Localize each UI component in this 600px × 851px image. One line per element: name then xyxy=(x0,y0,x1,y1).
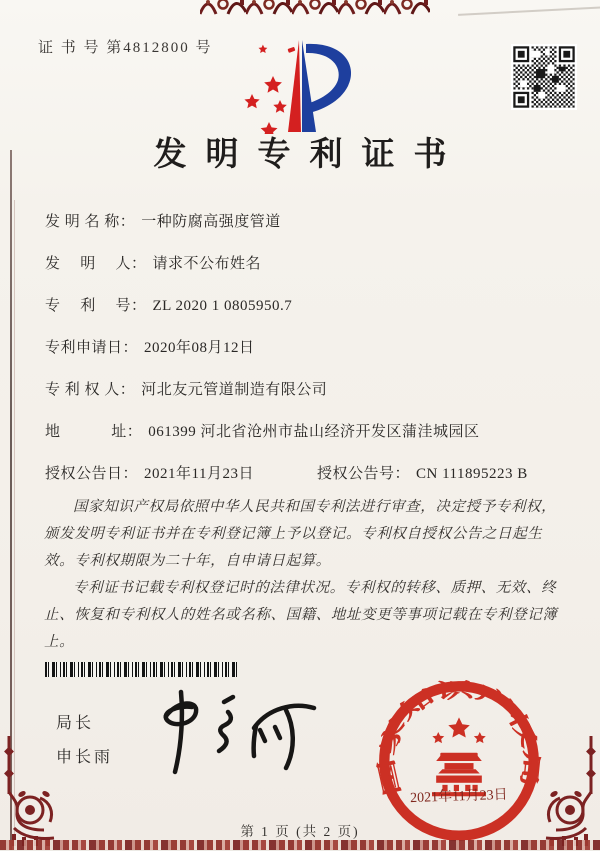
field-grant-row xyxy=(45,463,575,486)
top-border-ornament xyxy=(200,0,430,15)
field-label: 专 利 权 人： xyxy=(45,382,136,398)
qr-code-icon xyxy=(511,44,577,110)
field-grant-number xyxy=(317,463,528,486)
field-address xyxy=(45,421,575,444)
field-label: 发 明 名 称： xyxy=(45,214,136,230)
certificate-title: 发明专利证书 xyxy=(153,137,466,173)
bottom-left-ornament xyxy=(0,736,62,846)
field-value: CN 111895223 B xyxy=(416,466,528,482)
cnipa-logo-icon xyxy=(236,38,368,134)
certificate-number: 证 书 号 第4812800 号 xyxy=(38,40,213,56)
seal-arc-text: 国家知识产权局 xyxy=(376,680,542,798)
signer-role: 局长 xyxy=(56,715,95,732)
field-value: 请求不公布姓名 xyxy=(152,256,262,272)
field-patentee xyxy=(45,379,575,402)
statutory-paragraph-2: 专利证书记载专利权登记时的法律状况。专利权的转移、质押、无效、终止、恢复和专利权人的姓名或名称、国籍、地址变更等事项记载在专利登记簿上。 xyxy=(44,580,558,650)
field-patent-number xyxy=(45,295,575,318)
photo-fold-line xyxy=(458,6,600,16)
field-filing-date xyxy=(45,337,575,360)
statutory-text xyxy=(44,494,566,656)
field-value: 一种防腐高强度管道 xyxy=(141,214,281,230)
field-value: 061399 河北省沧州市盐山经济开发区蒲洼城园区 xyxy=(148,424,480,440)
handwritten-signature-icon xyxy=(128,686,340,782)
field-label: 授权公告号： xyxy=(317,466,411,482)
field-list xyxy=(45,211,575,486)
field-label: 地 址： xyxy=(45,424,143,440)
top-ornament-pattern xyxy=(200,0,430,15)
field-label: 授权公告日： xyxy=(45,466,139,482)
bottom-border-stripe xyxy=(0,840,600,850)
barcode-icon xyxy=(45,662,237,677)
field-value: ZL 2020 1 0805950.7 xyxy=(152,298,293,314)
signer-name: 申长雨 xyxy=(56,749,114,766)
field-value: 2021年11月23日 xyxy=(144,466,254,482)
field-value: 2020年08月12日 xyxy=(144,340,255,356)
field-grant-date xyxy=(45,463,317,486)
page-number: 第 1 页 (共 2 页) xyxy=(240,824,360,839)
bottom-right-ornament xyxy=(538,736,600,846)
field-invention-name xyxy=(45,211,575,234)
seal-date: 2021年11月23日 xyxy=(409,787,508,807)
statutory-paragraph-1: 国家知识产权局依照中华人民共和国专利法进行审查，决定授予专利权，颁发发明专利证书并在专利登记簿上予以登记。专利权自授权公告之日起生效。专利权期限为二十年，自申请日起算。 xyxy=(44,499,557,569)
national-emblem-icon xyxy=(432,717,486,796)
field-label: 专利申请日： xyxy=(45,340,139,356)
field-label: 发 明 人： xyxy=(45,256,147,272)
field-inventor xyxy=(45,253,575,276)
field-label: 专 利 号： xyxy=(45,298,147,314)
field-value: 河北友元管道制造有限公司 xyxy=(141,382,328,398)
